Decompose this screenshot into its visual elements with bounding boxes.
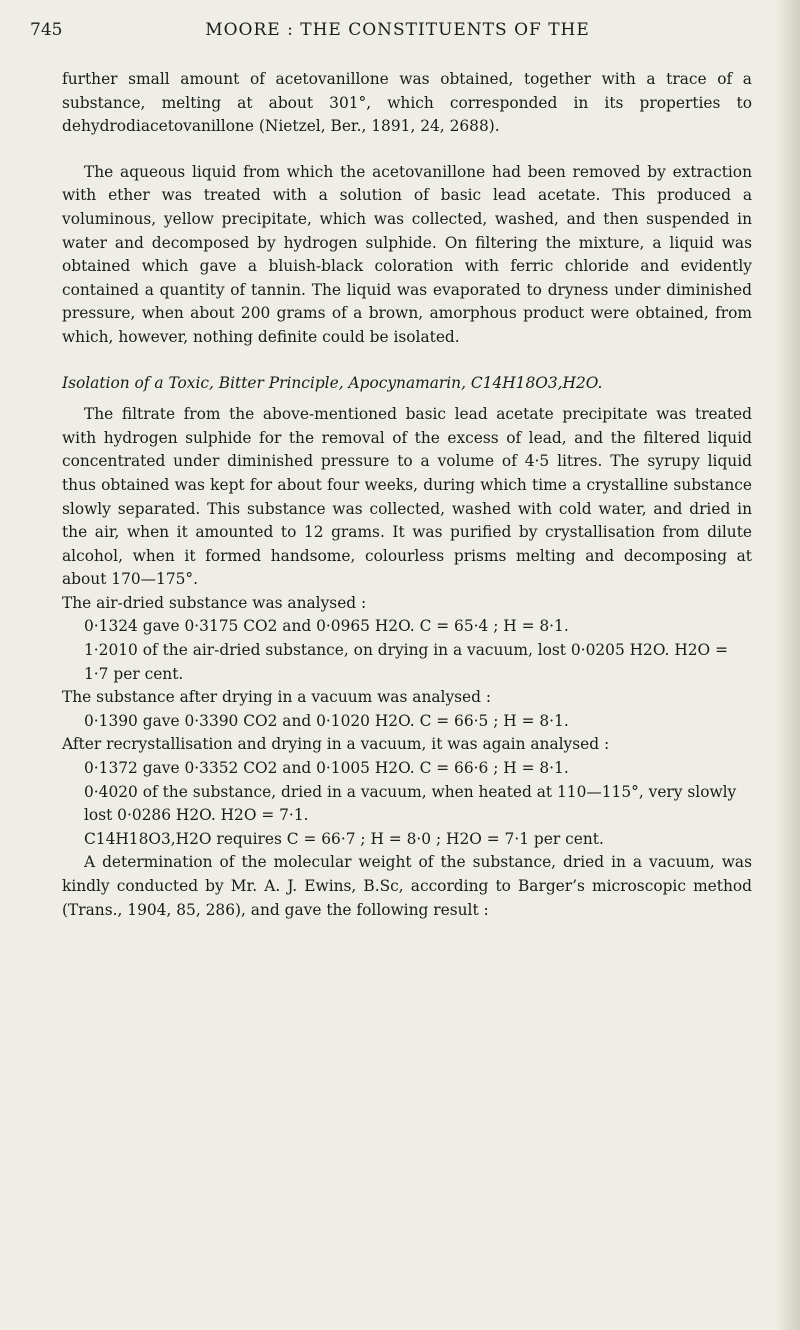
paragraph-filtrate: The filtrate from the above-mentioned basic lead acetate precipitate was treated with hydrogen sulphide for the removal of the excess of lead, and the filtered liquid concentrated under diminished pressure to a volume of 4·5 litres. The syrupy liquid thus obtained was kept for about four weeks, during which time a crystalline substance slowly separated. This substance was collected, washed with cold water, and dried in the air, when it amounted to 12 grams. It was purified by crystallisation from dilute alcohol, when it formed handsome, colourless prisms melting and decomposing at about 170—175°. (62, 405, 752, 589)
paragraph-molecular-weight: A determination of the molecular weight of the substance, dried in a vacuum, was kindly conducted by Mr. A. J. Ewins, B.Sc, according to Barger’s microscopic method (Trans., 1904, 85, 286), and gave the following result : (62, 853, 752, 919)
analysis-intro-recrystallised: After recrystallisation and drying in a vacuum, it was again analysed : (62, 735, 610, 754)
analysis-line-1: 0·1324 gave 0·3175 CO2 and 0·0965 H2O. C = 65·4 ; H = 8·1. (84, 617, 569, 636)
analysis-line-4: 0·1372 gave 0·3352 CO2 and 0·1005 H2O. C = 66·6 ; H = 8·1. (84, 759, 569, 778)
analysis-line-5: 0·4020 of the substance, dried in a vacuum, when heated at 110—115°, very slowly lost 0·0286 H2O. H2O = 7·1. (84, 782, 737, 825)
analysis-line-3: 0·1390 gave 0·3390 CO2 and 0·1020 H2O. C = 66·5 ; H = 8·1. (84, 711, 569, 730)
paragraph-aqueous-liquid: The aqueous liquid from which the acetovanillone had been removed by extraction with ether was treated with a solution of basic lead acetate. This produced a voluminous, yellow precipitate, which was collected, washed, and then suspended in water and decomposed by hydrogen sulphide. On filtering the mixture, a liquid was obtained which gave a bluish-black coloration with ferric chloride and evidently contained a quantity of tannin. The liquid was evaporated to dryness under diminished pressure, when about 200 grams of a brown, amorphous product were obtained, from which, however, nothing definite could be isolated. (62, 162, 752, 346)
formula-requirement: C14H18O3,H2O requires C = 66·7 ; H = 8·0 ; H2O = 7·1 per cent. (84, 829, 604, 848)
analysis-line-2: 1·2010 of the air-dried substance, on drying in a vacuum, lost 0·0205 H2O. H2O = 1·7 per cent. (84, 641, 728, 683)
page-body (62, 68, 752, 922)
running-head: MOORE : THE CONSTITUENTS OF THE (205, 20, 590, 40)
paragraph-continuation: further small amount of acetovanillone was obtained, together with a trace of a substance, melting at about 301°, which corresponded in its properties to dehydrodiacetovanillone (Nietzel, Ber., 1891, 24, 2688). (62, 70, 752, 136)
page-number: 745 (30, 20, 63, 40)
section-heading: Isolation of a Toxic, Bitter Principle, Apocynamarin, C14H18O3,H2O. (62, 373, 603, 392)
analysis-intro: The air-dried substance was analysed : (62, 593, 367, 612)
page-edge-shadow (776, 0, 800, 1330)
page-header (30, 20, 765, 50)
analysis-intro-vacuum: The substance after drying in a vacuum was analysed : (62, 688, 492, 707)
